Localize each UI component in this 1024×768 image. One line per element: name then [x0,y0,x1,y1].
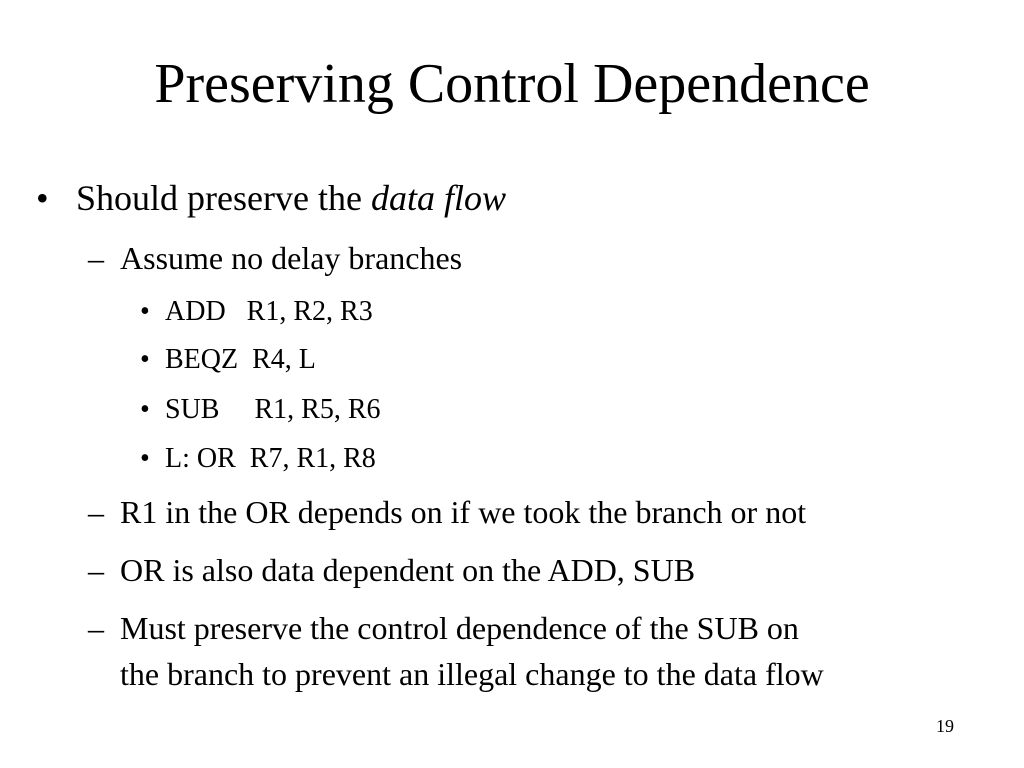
dash-marker: – [88,552,104,588]
code-bullet-marker: • [140,344,150,375]
code-line-beqz: BEQZ R4, L [165,344,316,375]
slide-number: 19 [936,716,954,736]
code-bullet-marker: • [140,296,150,327]
sub-bullet-r1-depends: R1 in the OR depends on if we took the branch or not [120,494,807,530]
sub-bullet-or-dependent: OR is also data dependent on the ADD, SUB [120,552,696,588]
sub-bullet-must-preserve-line1: Must preserve the control dependence of the SUB on [120,610,799,646]
code-line-add: ADD R1, R2, R3 [165,296,373,327]
emphasis-data-flow: data flow [370,178,506,218]
sub-bullet-must-preserve-line2: the branch to prevent an illegal change to the data flow [120,656,824,692]
code-line-sub: SUB R1, R5, R6 [165,394,381,425]
bullet-text: Should preserve the [76,178,371,218]
slide-title: Preserving Control Dependence [154,53,870,115]
dash-marker: – [88,610,104,646]
code-bullet-marker: • [140,443,150,474]
bullet-should-preserve [76,178,506,218]
bullet-marker: • [36,178,49,218]
code-bullet-marker: • [140,394,150,425]
sub-bullet-assume: Assume no delay branches [120,240,463,276]
code-line-or: L: OR R7, R1, R8 [165,443,376,474]
dash-marker: – [88,240,104,276]
dash-marker: – [88,494,104,530]
